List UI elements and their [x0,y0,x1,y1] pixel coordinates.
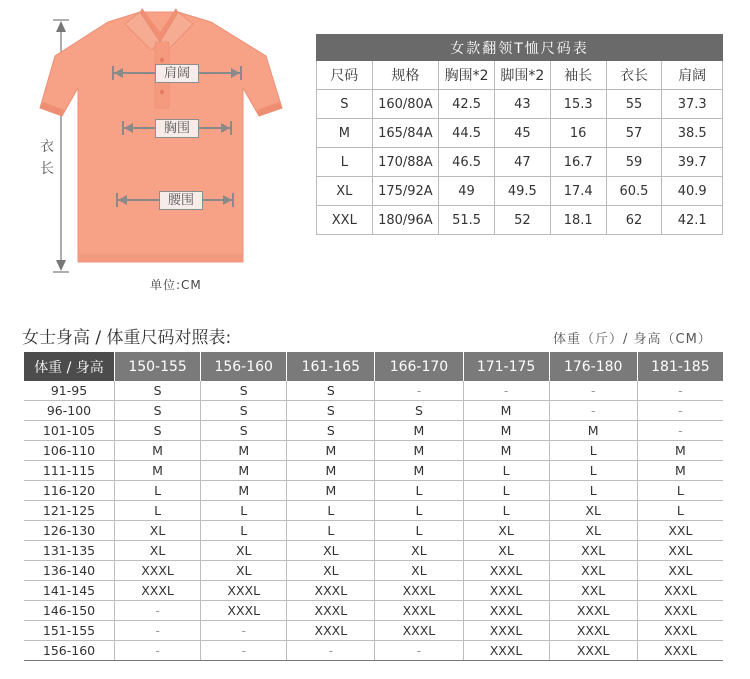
spec-cell: 37.3 [662,90,723,119]
size-cell: XXL [637,541,723,561]
size-chart-row [24,581,723,601]
spec-cell: 42.1 [662,206,723,235]
spec-cell: 60.5 [606,177,662,206]
spec-cell: 40.9 [662,177,723,206]
size-cell: S [201,421,287,441]
size-cell: XXXL [549,641,637,661]
size-cell: XXXL [115,561,201,581]
height-header: 156-160 [201,352,287,381]
spec-row [317,90,723,119]
size-cell: M [375,441,463,461]
spec-row [317,119,723,148]
size-chart-title: 女士身高 / 体重尺码对照表: [22,328,232,348]
size-cell: XL [463,521,549,541]
size-cell: XL [375,561,463,581]
size-cell: XXXL [637,641,723,661]
size-chart-row [24,561,723,581]
spec-cell: 42.5 [439,90,495,119]
spec-cell: XL [317,177,373,206]
size-cell: L [375,481,463,501]
size-cell: M [115,441,201,461]
size-cell: XXL [637,521,723,541]
size-cell: M [115,461,201,481]
size-cell: XXXL [549,601,637,621]
size-cell: - [115,641,201,661]
spec-cell: 49 [439,177,495,206]
size-cell: S [201,381,287,401]
spec-cell: 47 [494,148,550,177]
size-chart-row [24,401,723,421]
height-header: 176-180 [549,352,637,381]
weight-cell: 121-125 [24,501,115,521]
size-cell: S [201,401,287,421]
size-cell: XXL [549,541,637,561]
spec-cell: 43 [494,90,550,119]
body-length-char-1: 衣 [40,139,54,155]
size-cell: XL [375,541,463,561]
size-cell: XXXL [201,601,287,621]
spec-cell: 62 [606,206,662,235]
size-cell: XL [287,561,375,581]
size-cell: - [463,381,549,401]
size-cell: XXL [637,561,723,581]
size-cell: - [637,421,723,441]
size-cell: XL [115,521,201,541]
size-cell: M [463,421,549,441]
spec-cell: S [317,90,373,119]
spec-cell: 52 [494,206,550,235]
size-cell: XXL [549,581,637,601]
size-chart-row [24,621,723,641]
spec-cell: XXL [317,206,373,235]
size-cell: - [637,381,723,401]
height-header: 181-185 [637,352,723,381]
spec-cell: 170/88A [372,148,439,177]
size-cell: S [375,401,463,421]
size-cell: - [375,381,463,401]
size-cell: XXXL [201,581,287,601]
size-cell: L [115,501,201,521]
spec-table-header-row [317,61,723,90]
spec-row [317,206,723,235]
spec-header: 尺码 [317,61,373,90]
weight-cell: 136-140 [24,561,115,581]
size-cell: L [463,461,549,481]
shoulder-label: 肩阔 [155,64,199,83]
size-cell: L [549,461,637,481]
size-chart-row [24,481,723,501]
size-cell: XXXL [287,601,375,621]
size-cell: M [463,441,549,461]
size-chart-row [24,441,723,461]
height-header: 150-155 [115,352,201,381]
weight-cell: 126-130 [24,521,115,541]
spec-cell: 59 [606,148,662,177]
size-cell: S [115,381,201,401]
size-cell: M [287,481,375,501]
size-chart-row [24,541,723,561]
spec-row [317,148,723,177]
spec-cell: 39.7 [662,148,723,177]
size-cell: L [463,481,549,501]
size-chart-row [24,521,723,541]
size-chart-row [24,641,723,661]
weight-cell: 101-105 [24,421,115,441]
size-cell: XXXL [287,581,375,601]
size-chart-table [24,352,723,661]
size-cell: S [115,401,201,421]
body-length-char-2: 长 [40,161,54,177]
size-chart-row [24,421,723,441]
size-cell: - [115,601,201,621]
spec-header: 脚围*2 [494,61,550,90]
height-header: 166-170 [375,352,463,381]
weight-cell: 96-100 [24,401,115,421]
size-cell: L [549,481,637,501]
size-cell: XXXL [549,621,637,641]
size-cell: S [287,401,375,421]
size-cell: XL [201,561,287,581]
spec-cell: 160/80A [372,90,439,119]
size-cell: L [637,481,723,501]
size-cell: XXL [549,561,637,581]
spec-cell: M [317,119,373,148]
spec-cell: 57 [606,119,662,148]
size-cell: L [375,521,463,541]
spec-header: 肩阔 [662,61,723,90]
spec-cell: 44.5 [439,119,495,148]
size-chart-unit-note: 体重（斤）/ 身高（CM） [553,332,712,347]
spec-table [316,34,723,235]
size-cell: - [115,621,201,641]
spec-cell: 165/84A [372,119,439,148]
spec-table-title: 女款翻领T恤尺码表 [317,35,723,61]
size-cell: L [287,521,375,541]
size-cell: M [201,481,287,501]
size-cell: M [375,421,463,441]
spec-cell: 45 [494,119,550,148]
spec-row [317,177,723,206]
size-cell: - [375,641,463,661]
size-cell: L [201,501,287,521]
size-cell: S [287,381,375,401]
size-cell: M [287,461,375,481]
size-cell: M [287,441,375,461]
size-cell: XL [549,501,637,521]
size-chart-row [24,601,723,621]
size-cell: L [463,501,549,521]
size-cell: L [115,481,201,501]
size-cell: XXXL [463,621,549,641]
spec-header: 规格 [372,61,439,90]
weight-cell: 91-95 [24,381,115,401]
size-cell: M [201,461,287,481]
size-cell: M [463,401,549,421]
spec-cell: 18.1 [550,206,606,235]
weight-cell: 156-160 [24,641,115,661]
size-cell: XXXL [637,621,723,641]
weight-cell: 141-145 [24,581,115,601]
spec-cell: 55 [606,90,662,119]
size-cell: XXXL [463,641,549,661]
weight-cell: 106-110 [24,441,115,461]
size-chart-row [24,501,723,521]
size-cell: M [375,461,463,481]
size-cell: XL [287,541,375,561]
size-cell: XXXL [637,581,723,601]
spec-cell: 175/92A [372,177,439,206]
size-cell: L [201,521,287,541]
size-cell: L [637,501,723,521]
size-chart-header-row [24,352,723,381]
spec-cell: 51.5 [439,206,495,235]
size-cell: XXXL [115,581,201,601]
spec-cell: 17.4 [550,177,606,206]
size-cell: XL [115,541,201,561]
size-cell: M [549,421,637,441]
spec-cell: 15.3 [550,90,606,119]
size-cell: M [637,461,723,481]
size-cell: - [549,381,637,401]
size-cell: S [115,421,201,441]
weight-cell: 146-150 [24,601,115,621]
spec-cell: 46.5 [439,148,495,177]
size-cell: - [549,401,637,421]
size-cell: XXXL [375,601,463,621]
size-cell: L [375,501,463,521]
weight-cell: 116-120 [24,481,115,501]
size-cell: XXXL [637,601,723,621]
spec-cell: 16 [550,119,606,148]
size-cell: XL [201,541,287,561]
size-chart-row [24,461,723,481]
size-cell: XXXL [287,621,375,641]
size-cell: XL [463,541,549,561]
height-header: 161-165 [287,352,375,381]
size-cell: XXXL [375,581,463,601]
spec-cell: 38.5 [662,119,723,148]
body-length-label [38,136,56,180]
size-cell: L [549,441,637,461]
spec-cell: 180/96A [372,206,439,235]
height-header: 171-175 [463,352,549,381]
size-cell: XXXL [463,561,549,581]
size-cell: - [287,641,375,661]
size-cell: XL [549,521,637,541]
unit-label: 单位:CM [150,278,202,292]
size-cell: S [287,421,375,441]
size-cell: XXXL [463,601,549,621]
weight-cell: 131-135 [24,541,115,561]
weight-cell: 111-115 [24,461,115,481]
size-chart-row [24,381,723,401]
chest-label: 胸围 [155,119,199,138]
spec-cell: 49.5 [494,177,550,206]
size-cell: M [637,441,723,461]
size-cell: L [287,501,375,521]
spec-cell: 16.7 [550,148,606,177]
size-cell: - [201,641,287,661]
spec-header: 袖长 [550,61,606,90]
size-chart-body [24,381,723,661]
size-cell: - [637,401,723,421]
waist-label: 腰围 [159,191,203,210]
corner-header: 体重 / 身高 [24,352,115,381]
size-cell: XXXL [375,621,463,641]
spec-cell: L [317,148,373,177]
weight-cell: 151-155 [24,621,115,641]
size-cell: XXXL [463,581,549,601]
spec-header: 胸围*2 [439,61,495,90]
spec-header: 衣长 [606,61,662,90]
size-cell: - [201,621,287,641]
size-cell: M [201,441,287,461]
